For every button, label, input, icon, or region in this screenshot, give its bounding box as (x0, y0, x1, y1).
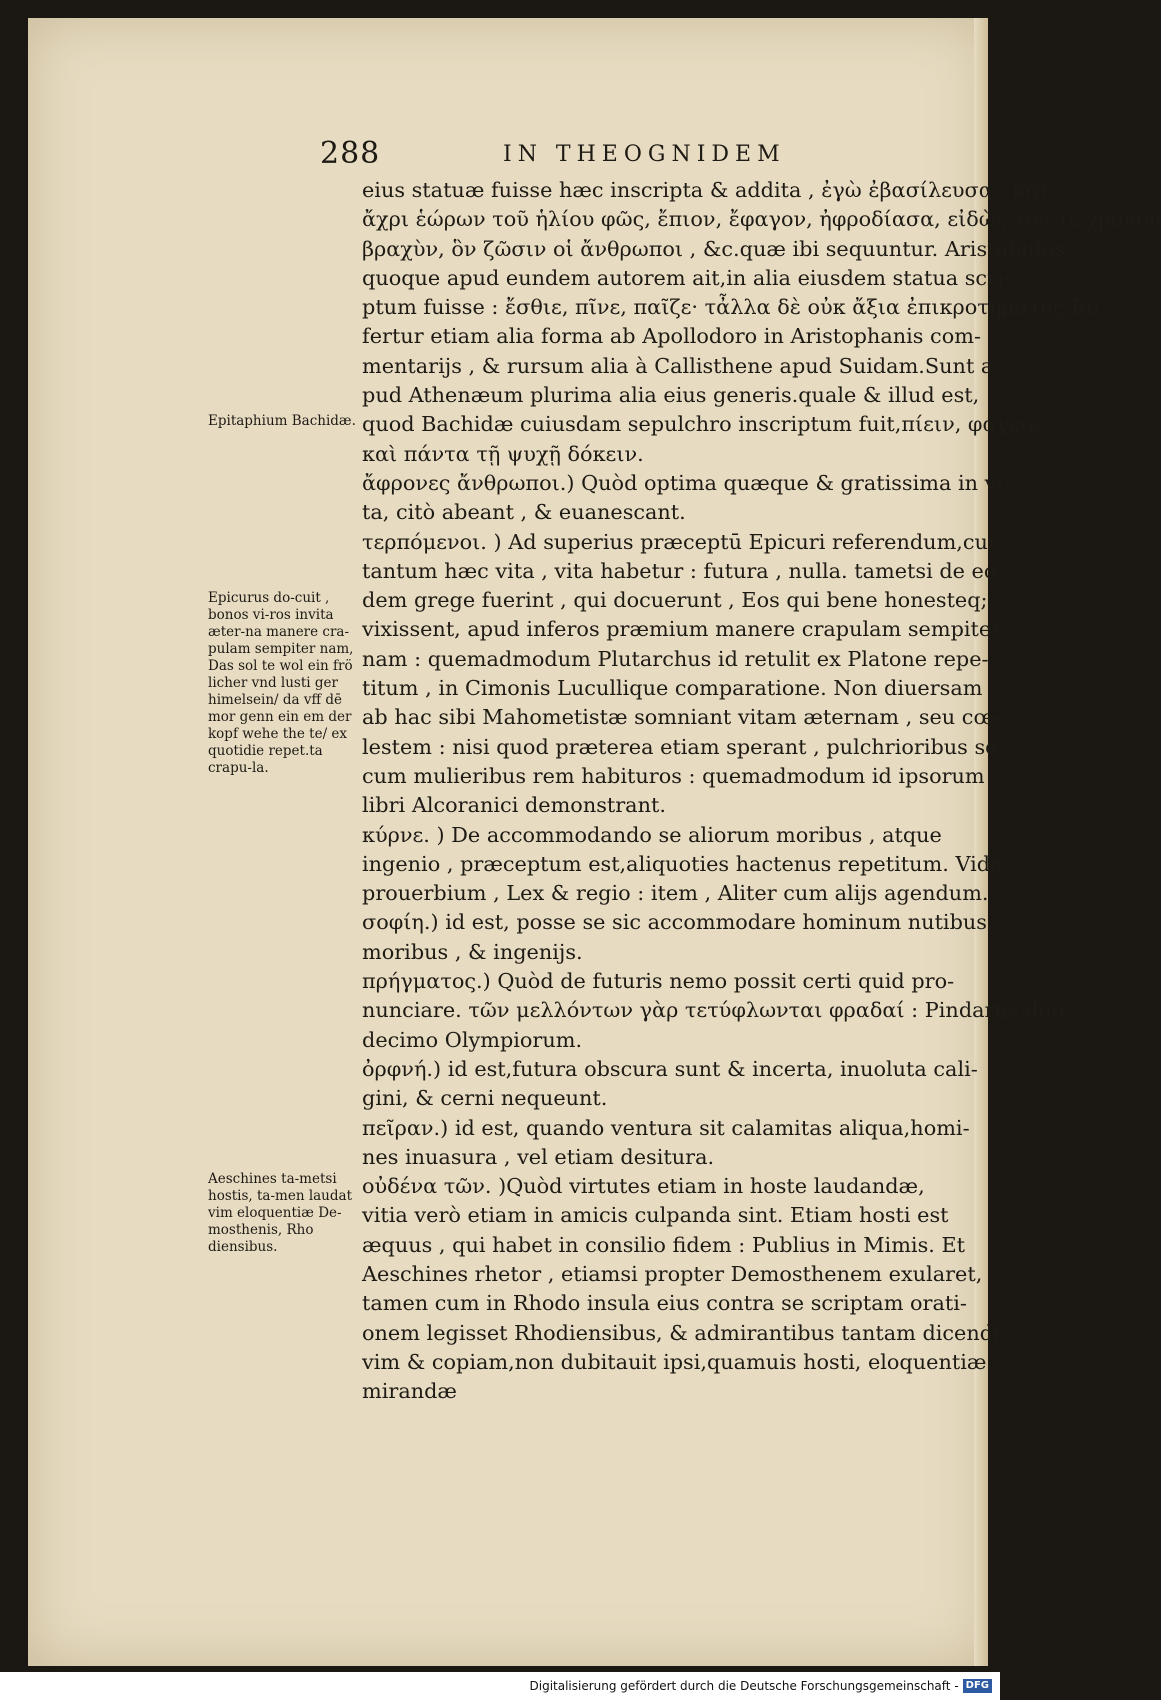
text-line: fertur etiam alia forma ab Apollodoro in Aristophanis com- (362, 324, 981, 349)
text-line: ἄφρονες ἄνθρωποι.) Quòd optima quæque & gratissima in vi- (362, 470, 1011, 495)
text-line: prouerbium , Lex & regio : item , Aliter cum alijs agendum. (362, 881, 989, 906)
text-line: ta, citò abeant , & euanescant. (362, 500, 686, 525)
text-line: ἄχρι ἑώρων τοῦ ἡλίου φῶς, ἔπιον, ἔφαγον, ἠφροδίασα, εἰδὼς τὸν τε χρόνον (362, 207, 1161, 232)
text-line: nunciare. τῶν μελλόντων γὰρ τετύφλωνται φραδαί : Pindarus duo- (362, 998, 1072, 1023)
text-line: mentarijs , & rursum alia à Callisthene apud Suidam.Sunt a- (362, 353, 1001, 378)
book-page (28, 18, 1161, 1666)
text-line: Aeschines rhetor , etiamsi propter Demosthenem exularet, (362, 1261, 983, 1286)
page-header (28, 136, 988, 176)
text-line: tamen cum in Rhodo insula eius contra se scriptam orati- (362, 1291, 967, 1316)
margin-note-bachidae: Epitaphium Bachidæ. (208, 413, 356, 429)
text-line: gini, & cerni nequeunt. (362, 1086, 608, 1111)
text-line: moribus , & ingenijs. (362, 939, 583, 964)
text-line: καὶ πάντα τῇ ψυχῇ δόκειν. (362, 441, 644, 466)
text-line: vixissent, apud inferos præmium manere crapulam sempiter- (362, 617, 1009, 642)
text-line: ὀρφνή.) id est,futura obscura sunt & incerta, inuoluta cali- (362, 1056, 978, 1081)
text-line: nes inuasura , vel etiam desitura. (362, 1144, 715, 1169)
text-line: lestem : nisi quod præterea etiam sperant , pulchrioribus se (362, 734, 998, 759)
running-head: IN THEOGNIDEM (503, 142, 786, 167)
text-line: ingenio , præceptum est,aliquoties hactenus repetitum. Vide (362, 851, 1003, 876)
text-line: æquus , qui habet in consilio fidem : Publius in Mimis. Et (362, 1232, 966, 1257)
text-line: eius statuæ fuisse hæc inscripta & addita , ἐγὼ ἐβασίλευσα , καὶ (362, 178, 1048, 202)
text-line: vim & copiam,non dubitauit ipsi,quamuis hosti, eloquentiæ (362, 1349, 987, 1374)
text-line: quoque apud eundem autorem ait,in alia eiusdem statua scri- (362, 265, 1011, 290)
text-line: κύρνε. ) De accommodando se aliorum moribus , atque (362, 822, 942, 847)
text-line: ptum fuisse : ἔσθιε, πῖνε, παῖζε· τἆλλα δὲ οὐκ ἄξια ἐπικροτήματος.Re (362, 295, 1100, 320)
text-line: onem legisset Rhodiensibus, & admirantibus tantam dicendi (362, 1320, 1000, 1345)
text-line: τερπόμενοι. ) Ad superius præceptū Epicuri referendum,cui (362, 529, 995, 554)
text-line: tantum hæc vita , vita habetur : futura , nulla. tametsi de eo- (362, 558, 1004, 583)
text-line: libri Alcoranici demonstrant. (362, 793, 666, 818)
text-line: πεῖραν.) id est, quando ventura sit calamitas aliqua,homi- (362, 1115, 970, 1140)
text-line: πρήγματος.) Quòd de futuris nemo possit certi quid pro- (362, 969, 955, 994)
catchword: mirandæ (362, 1379, 457, 1404)
text-line: οὐδένα τῶν. )Quòd virtutes etiam in hoste laudandæ, (362, 1174, 925, 1199)
text-line: nam : quemadmodum Plutarchus id retulit ex Platone repe- (362, 646, 989, 671)
text-line: βραχὺν, ὃν ζῶσιν οἱ ἄνθρωποι , &c.quæ ibi sequuntur. Aristobulus (362, 236, 1066, 261)
text-line: cum mulieribus rem habituros : quemadmodum id ipsorum (362, 763, 985, 788)
text-line: quod Bachidæ cuiusdam sepulchro inscriptum fuit,πίειν, φάγειν, (362, 412, 1048, 437)
footer-credit: Digitalisierung gefördert durch die Deutsche Forschungsgemeinschaft - (529, 1679, 959, 1693)
margin-note-aeschines: Aeschines ta-metsi hostis, ta-men laudat vim eloquentiæ De-mosthenis, Rho diensibus. (208, 1171, 352, 1255)
text-line: titum , in Cimonis Lucullique comparatione. Non diuersam (362, 676, 983, 701)
text-line: ab hac sibi Mahometistæ somniant vitam æternam , seu cœ- (362, 705, 1002, 730)
dfg-logo: DFG (963, 1679, 992, 1693)
text-line: σοφίη.) id est, posse se sic accommodare hominum nutibus, (362, 910, 994, 935)
margin-note-epicurus: Epicurus do-cuit , bonos vi-ros invita æter-na manere cra-pulam sempiter nam, Das sol te wol ein frö licher vnd lusti ger himelsein/ da vff dē mor genn ein em der kopf wehe the te/ ex quotidie repet.ta crapu-la. (208, 590, 354, 776)
main-text-block (362, 176, 1161, 1406)
digitization-footer (0, 1672, 1000, 1700)
text-line: pud Athenæum plurima alia eius generis.quale & illud est, (362, 383, 980, 408)
text-line: dem grege fuerint , qui docuerunt , Eos qui bene honesteq; (362, 588, 988, 613)
text-line: decimo Olympiorum. (362, 1027, 583, 1052)
text-line: vitia verò etiam in amicis culpanda sint. Etiam hosti est (362, 1203, 949, 1228)
page-number: 288 (320, 136, 381, 171)
